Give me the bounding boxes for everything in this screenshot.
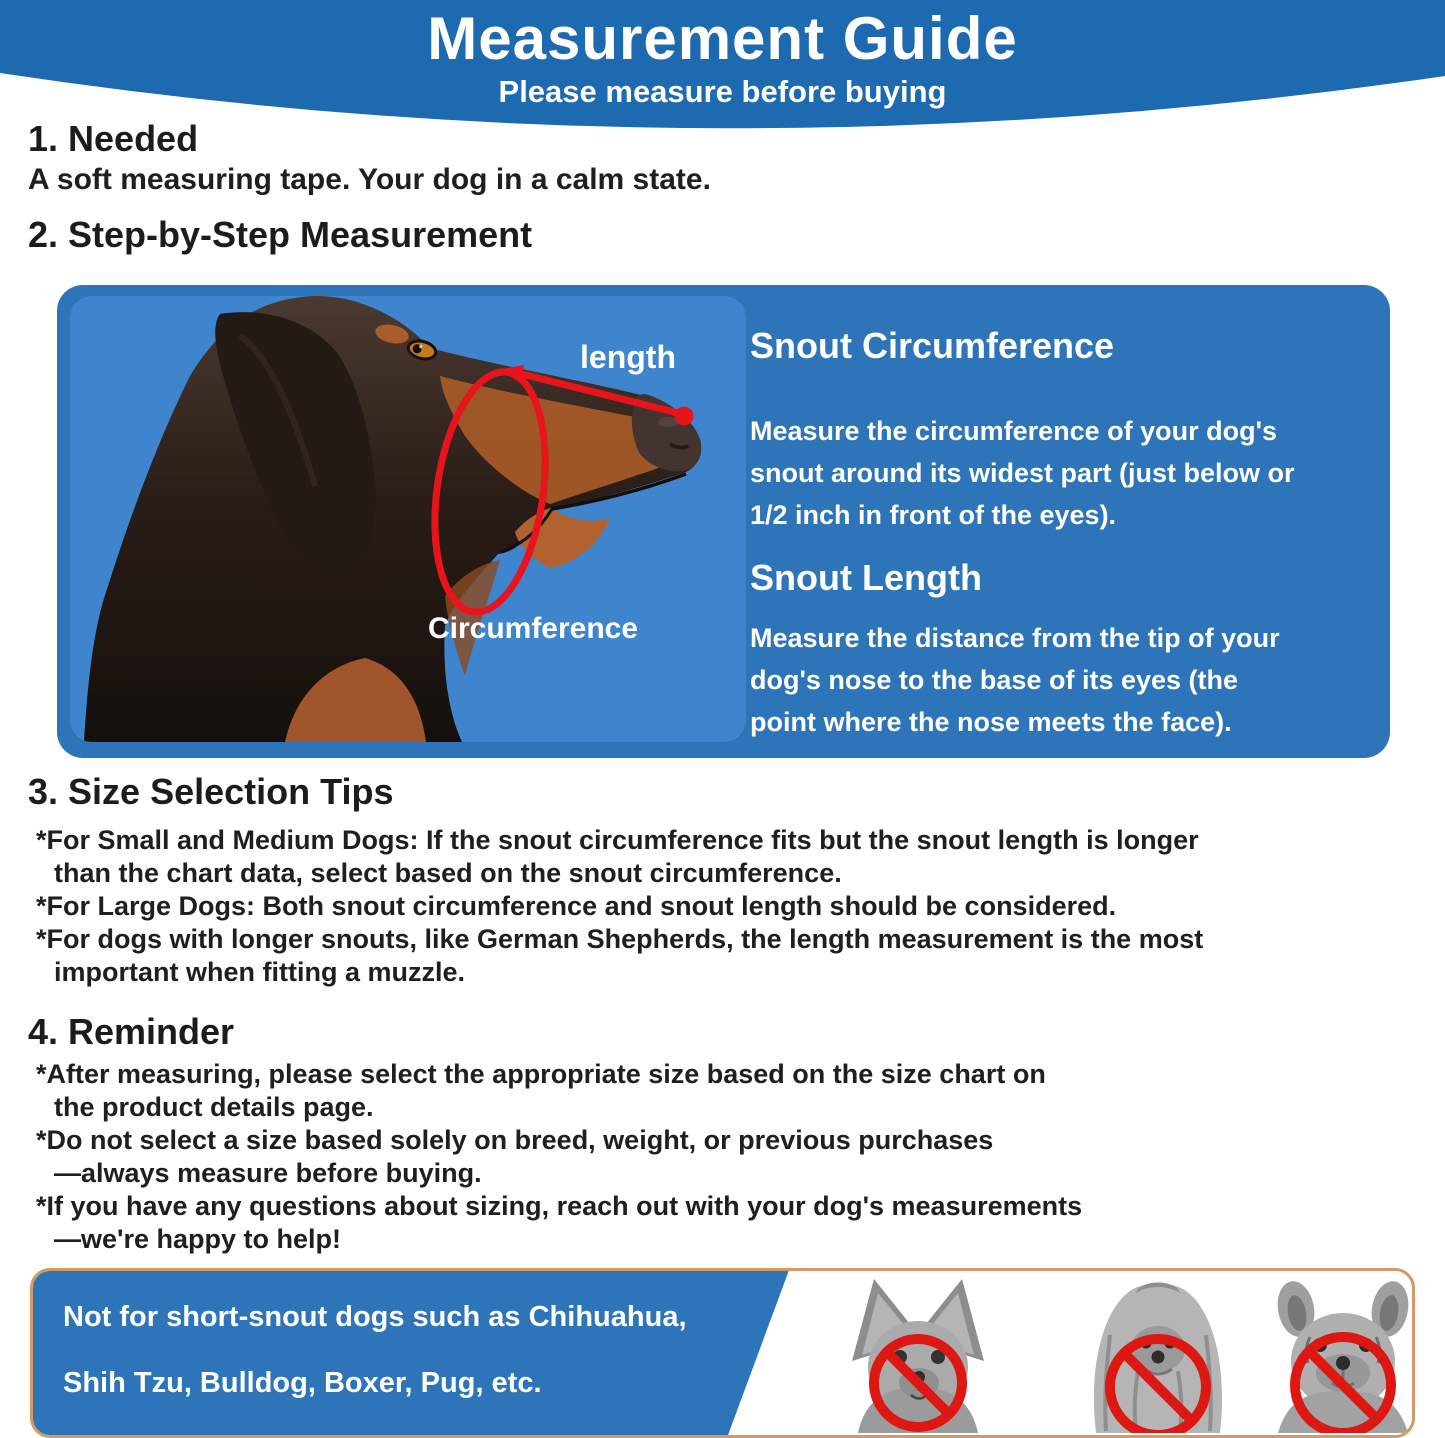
- section-heading-reminder: 4. Reminder: [28, 1011, 235, 1052]
- reminder-list: [36, 1058, 1082, 1256]
- page-subtitle: Please measure before buying: [498, 74, 947, 109]
- tip-item: *For Large Dogs: Both snout circumference and snout length should be considered.: [36, 891, 1117, 921]
- footer-note-box: [30, 1268, 1415, 1438]
- chihuahua-image: [852, 1279, 984, 1433]
- tip-item: *For dogs with longer snouts, like German Shepherds, the length measurement is the most important when fitting a muzzle.: [36, 924, 1204, 987]
- footer-note-line-1: Not for short-snout dogs such as Chihuahua,: [63, 1301, 687, 1333]
- snout-length-body: Measure the distance from the tip of your dog's nose to the base of its eyes (the point where the nose meets the face).: [750, 623, 1280, 737]
- snout-circumference-heading: Snout Circumference: [750, 325, 1115, 366]
- tip-item: *For Small and Medium Dogs: If the snout circumference fits but the snout length is longer than the chart data, select based on the snout circumference.: [36, 825, 1199, 888]
- section-heading-tips: 3. Size Selection Tips: [28, 771, 394, 812]
- length-arrow-dot: [675, 407, 694, 426]
- short-snout-dogs-images: [838, 1275, 1410, 1433]
- tips-list: [36, 824, 1203, 989]
- reminder-item: *After measuring, please select the appropriate size based on the size chart on the product details page.: [36, 1059, 1046, 1122]
- circumference-label: Circumference: [427, 612, 639, 645]
- dog-photo-illustration: [70, 296, 746, 742]
- length-label: length: [580, 339, 676, 375]
- footer-note-line-2: Shih Tzu, Bulldog, Boxer, Pug, etc.: [63, 1367, 542, 1399]
- snout-circumference-body: Measure the circumference of your dog's snout around its widest part (just below or 1/2 inch in front of the eyes).: [750, 416, 1295, 530]
- section-heading-steps: 2. Step-by-Step Measurement: [28, 214, 533, 255]
- section-heading-needed: 1. Needed: [28, 118, 199, 159]
- measurement-panel: [57, 285, 1390, 758]
- reminder-item: *If you have any questions about sizing, reach out with your dog's measurements —we're happy to help!: [36, 1191, 1083, 1254]
- reminder-item: *Do not select a size based solely on breed, weight, or previous purchases —always measure before buying.: [36, 1125, 994, 1188]
- page-title: Measurement Guide: [427, 5, 1018, 72]
- snout-length-heading: Snout Length: [750, 557, 982, 598]
- needed-body: A soft measuring tape. Your dog in a calm state.: [28, 163, 711, 196]
